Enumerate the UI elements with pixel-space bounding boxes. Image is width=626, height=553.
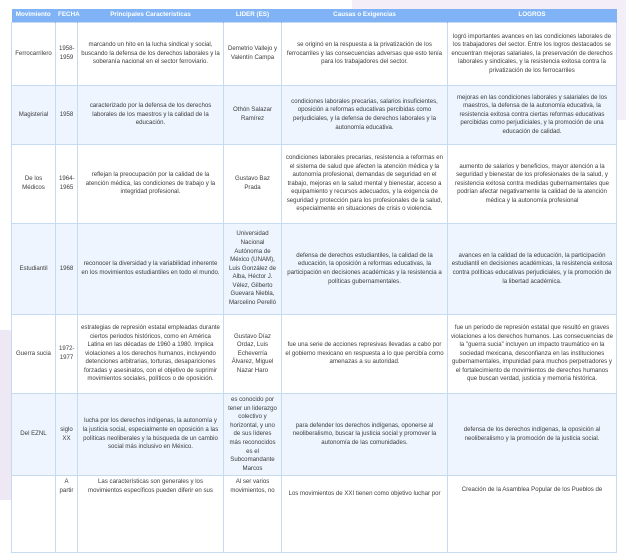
header-fecha: FECHA — [56, 9, 78, 23]
cell-causas: se originó en la respuesta a la privatización de los ferrocarriles y las consecuencias adversas que esto tenía para los trabajadores del sector. — [282, 23, 448, 86]
cell-caracteristicas: lucha por los derechos indígenas, la autonomía y la justicia social, especialmente en oposición a las políticas neoliberales y la búsqueda de un cambio social más inclusivo en México. — [78, 394, 224, 476]
cell-fecha: 1958 — [56, 86, 78, 145]
cell-logros: aumento de salarios y beneficios, mayor atención a la seguridad y bienestar de los profesionales de la salud, y resistencia exitosa contra medidas gubernamentales que podrían afectar negativamente la calidad de la atención médica y la autonomía profesional — [448, 145, 617, 224]
movements-table — [11, 9, 617, 553]
cell-lideres: Gustavo Díaz Ordaz, Luis Echeverría Álvarez, Miguel Nazar Haro — [224, 315, 282, 394]
table-row — [12, 476, 617, 553]
header-lideres: LIDER (ES) — [224, 9, 282, 23]
cell-lideres: Othón Salazar Ramírez — [224, 86, 282, 145]
cell-lideres: Universidad Nacional Autónoma de México (UNAM), Luis González de Alba, Héctor J. Vélez, Gilberto Guevara Niebla, Marcelino Perelló — [224, 224, 282, 315]
table-row — [12, 315, 617, 394]
cell-caracteristicas: caracterizado por la defensa de los derechos laborales de los maestros y la calidad de la educación. — [78, 86, 224, 145]
cell-caracteristicas: reflejan la preocupación por la calidad de la atención médica, las condiciones de trabajo y la integridad profesional. — [78, 145, 224, 224]
cell-logros: mejoras en las condiciones laborales y salariales de los maestros, la defensa de la autonomía educativa, la resistencia exitosa contra ciertas reformas educativas percibidas como perjudiciales, y la promoción de una educación de calidad. — [448, 86, 617, 145]
cell-causas: para defender los derechos indígenas, oponerse al neoliberalismo, buscar la justicia social y promover la autonomía de las comunidades. — [282, 394, 448, 476]
cell-fecha: 1968 — [56, 224, 78, 315]
cell-caracteristicas: estrategias de represión estatal empleadas durante ciertos periodos históricos, como en América Latina en las décadas de 1960 a 1980. Implica violaciones a los derechos humanos, incluyendo detenciones arbitrarias, torturas, desapariciones forzadas y asesinatos, con el objetivo de suprimir movimientos sociales, políticos o de oposición. — [78, 315, 224, 394]
table-row — [12, 224, 617, 315]
cell-fecha: siglo XX — [56, 394, 78, 476]
header-movimiento: Movimiento — [12, 9, 56, 23]
cell-caracteristicas: marcando un hito en la lucha sindical y social, buscando la defensa de los derechos laborales y la soberanía nacional en el sector ferroviario. — [78, 23, 224, 86]
cell-lideres: es conocido por tener un liderazgo colectivo y horizontal, y uno de sus líderes más reconocidos es el Subcomandante Marcos — [224, 394, 282, 476]
cell-lideres: Demetrio Vallejo y Valentín Campa — [224, 23, 282, 86]
cell-logros: logró importantes avances en las condiciones laborales de los trabajadores del sector. Entre los logros destacados se encuentran mejoras salariales, la preservación de derechos laborales y sindicales, y la resistencia exitosa contra la privatización de los ferrocarriles — [448, 23, 617, 86]
cell-movimiento: Estudiantil — [12, 224, 56, 315]
cell-logros: avances en la calidad de la educación, la participación estudiantil en decisiones académicas, la resistencia exitosa contra políticas educativas perjudiciales, y la promoción de la libertad académica. — [448, 224, 617, 315]
cell-causas: defensa de derechos estudiantiles, la calidad de la educación, la oposición a reformas educativas, la participación en decisiones académicas y la resistencia a políticas gubernamentales. — [282, 224, 448, 315]
cell-fecha: 1972-1977 — [56, 315, 78, 394]
cell-causas: fue una serie de acciones represivas llevadas a cabo por el gobierno mexicano en respuesta a lo que percibía como amenazas a su autoridad. — [282, 315, 448, 394]
cell-movimiento: Magisterial — [12, 86, 56, 145]
cell-movimiento: Guerra sucia — [12, 315, 56, 394]
table-row — [12, 145, 617, 224]
cell-causas: condiciones laborales precarias, resistencia a reformas en el sistema de salud que afecten la atención médica y la autonomía profesional, demandas de seguridad en el trabajo, mejoras en la salud mental y bienestar, acceso a equipamiento y recursos adecuados, y la exigencia de seguridad y protección para los profesionales de la salud, especialmente en situaciones de crisis o violencia. — [282, 145, 448, 224]
cell-caracteristicas: reconocer la diversidad y la variabilidad inherente en los movimientos estudiantiles en todo el mundo. — [78, 224, 224, 315]
cell-caracteristicas: Las características son generales y los movimientos específicos pueden diferir en sus — [78, 476, 224, 553]
cell-lideres: Al ser varios movimientos, no — [224, 476, 282, 553]
cell-fecha: A partir — [56, 476, 78, 553]
table-row — [12, 86, 617, 145]
cell-logros: Creación de la Asamblea Popular de los Pueblos de — [448, 476, 617, 553]
header-logros: LOGROS — [448, 9, 617, 23]
header-caracteristicas: Principales Características — [78, 9, 224, 23]
table-header-row — [12, 9, 617, 23]
cell-lideres: Gustavo Baz Prada — [224, 145, 282, 224]
table-row — [12, 23, 617, 86]
table-row — [12, 394, 617, 476]
cell-movimiento: Del EZNL — [12, 394, 56, 476]
cell-fecha: 1964-1965 — [56, 145, 78, 224]
cell-movimiento — [12, 476, 56, 553]
header-causas: Causas o Exigencias — [282, 9, 448, 23]
cell-causas: Los movimientos de XXI tienen como objetivo luchar por — [282, 476, 448, 553]
cell-causas: condiciones laborales precarias, salarios insuficientes, oposición a reformas educativas percibidas como perjudiciales, y la defensa de derechos laborales y la autonomía educativa. — [282, 86, 448, 145]
cell-logros: fue un periodo de represión estatal que resultó en graves violaciones a los derechos humanos. Las consecuencias de la "guerra sucia" incluyen un impacto traumático en la sociedad mexicana, desconfianza en las instituciones gubernamentales, impunidad para muchos perpetradores y el fortalecimiento de movimientos de derechos humanos que buscan verdad, justicia y memoria histórica. — [448, 315, 617, 394]
cell-logros: defensa de los derechos indígenas, la oposición al neoliberalismo y la promoción de la justicia social. — [448, 394, 617, 476]
cell-movimiento: De los Médicos — [12, 145, 56, 224]
cell-movimiento: Ferrocarrilero — [12, 23, 56, 86]
cell-fecha: 1958-1959 — [56, 23, 78, 86]
